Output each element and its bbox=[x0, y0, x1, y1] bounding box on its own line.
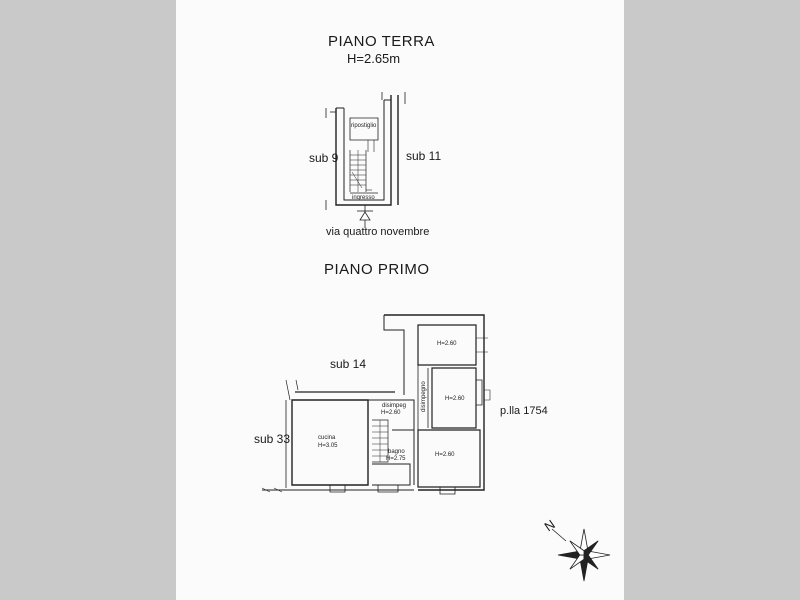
room-kitchen-label: cucina bbox=[318, 435, 336, 441]
ground-floor-title: PIANO TERRA bbox=[328, 33, 435, 50]
room-mid-right-height: H=2.60 bbox=[445, 396, 465, 402]
room-top-right-height: H=2.60 bbox=[437, 341, 457, 347]
room-kitchen-height: H=3.05 bbox=[318, 443, 338, 449]
room-entrance-label: ingresso bbox=[352, 195, 375, 201]
ground-neighbor-right: sub 11 bbox=[406, 149, 442, 163]
first-neighbor-left: sub 33 bbox=[254, 432, 291, 446]
ground-floor-height: H=2.65m bbox=[347, 51, 401, 66]
first-neighbor-top: sub 14 bbox=[330, 357, 367, 371]
first-neighbor-right: p.lla 1754 bbox=[500, 405, 548, 417]
bathroom-room bbox=[372, 464, 410, 485]
ground-neighbor-left: sub 9 bbox=[309, 151, 339, 165]
room-disimpegno-vertical-label: disimpegno bbox=[421, 381, 427, 412]
room-bathroom-height: H=2.75 bbox=[386, 456, 406, 462]
room-bathroom-label: bagno bbox=[388, 449, 405, 455]
compass-north-label: N bbox=[541, 516, 558, 535]
room-bottom-right-height: H=2.60 bbox=[435, 452, 455, 458]
room-disimpegno-label: disimpeg bbox=[382, 403, 407, 409]
first-floor-title: PIANO PRIMO bbox=[324, 261, 430, 278]
room-disimpegno-height: H=2.60 bbox=[381, 410, 401, 416]
room-storage-label: ripostiglio bbox=[351, 123, 377, 129]
compass-rose bbox=[552, 527, 612, 584]
street-label: via quattro novembre bbox=[326, 226, 430, 238]
